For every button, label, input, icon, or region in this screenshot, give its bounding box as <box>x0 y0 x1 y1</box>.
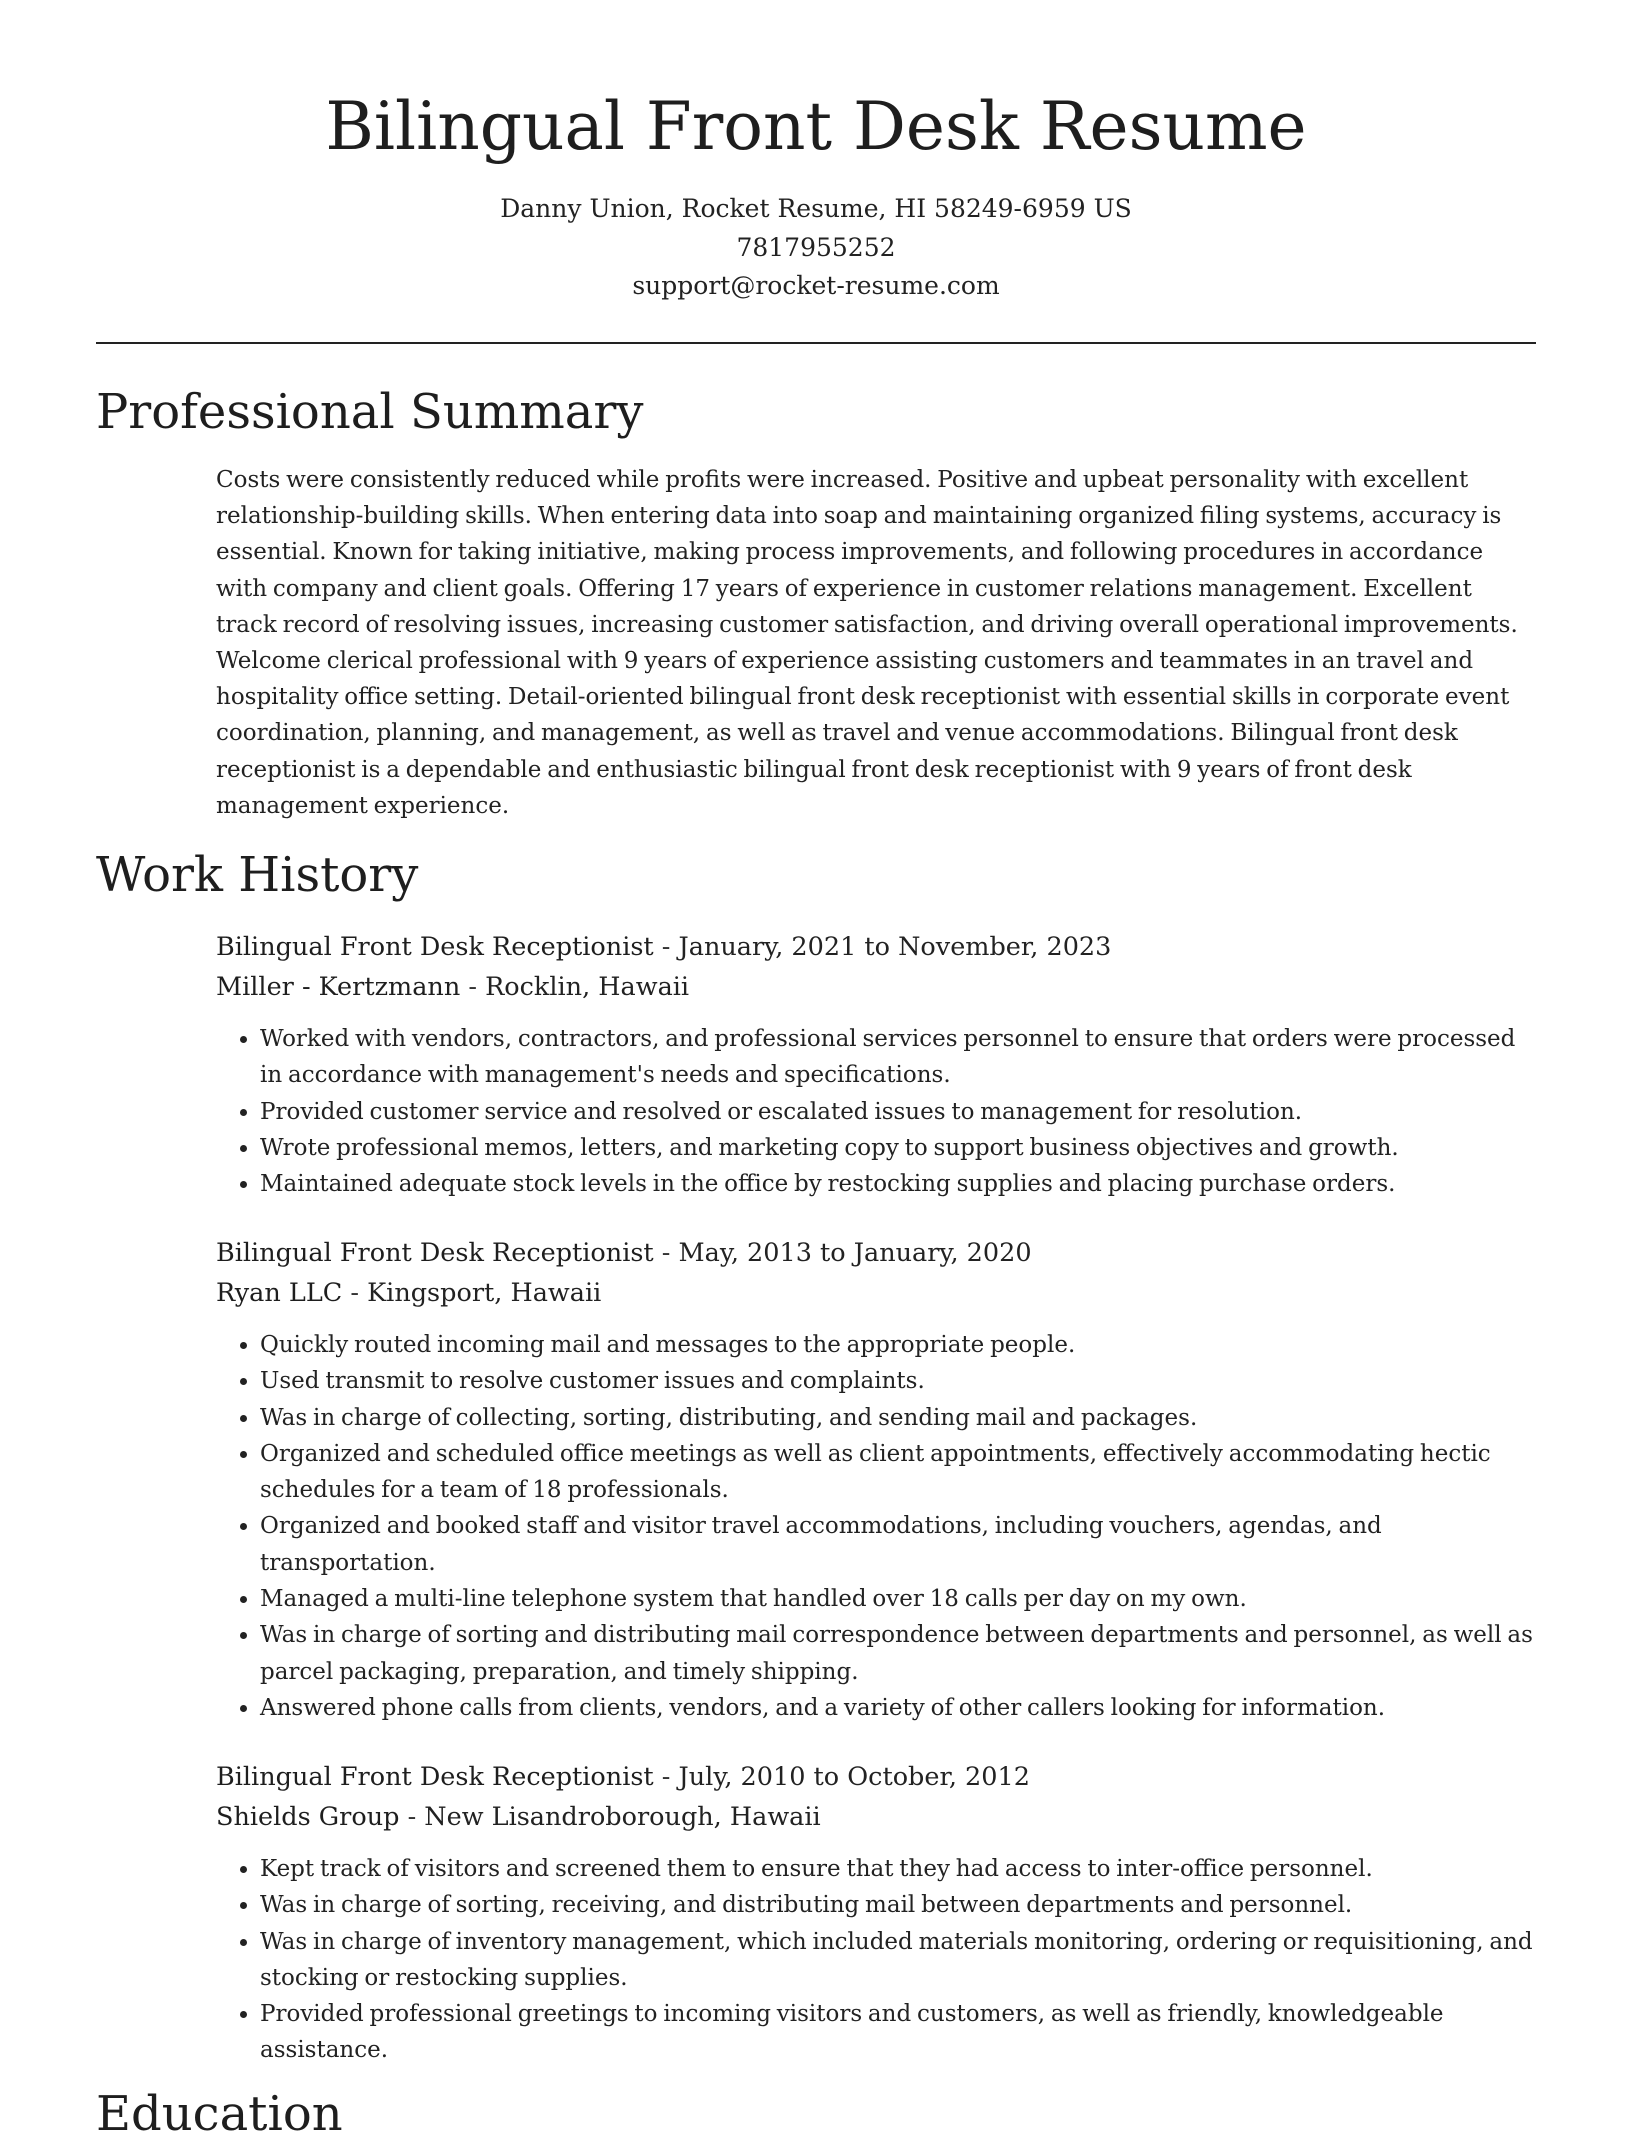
duty-item: • Managed a multi-line telephone system that handled over 18 calls per day on my own. <box>260 1581 1536 1617</box>
job-title: Bilingual Front Desk Receptionist <box>216 1762 654 1792</box>
education-heading: Education <box>96 2086 343 2142</box>
job-dates: May, 2013 to January, 2020 <box>678 1238 1032 1268</box>
duty-item: • Answered phone calls from clients, vendors, and a variety of other callers looking for information. <box>260 1690 1536 1726</box>
contact-email: support@rocket-resume.com <box>632 271 1000 300</box>
contact-block <box>96 190 1536 306</box>
duty-item: • Was in charge of inventory management, which included materials monitoring, ordering or requisitioning, and stocking or restocking supplies. <box>260 1924 1536 1997</box>
job-location: Kingsport, Hawaii <box>367 1277 602 1308</box>
job-title-line <box>216 1234 1536 1274</box>
duty-list <box>216 1021 1536 1202</box>
job-employer-line <box>216 1274 1536 1314</box>
duty-item: • Provided professional greetings to incoming visitors and customers, as well as friendly, knowledgeable assistance. <box>260 1996 1536 2069</box>
job-entry <box>216 1234 1536 1726</box>
duty-item: • Was in charge of collecting, sorting, distributing, and sending mail and packages. <box>260 1400 1536 1436</box>
duty-item: • Worked with vendors, contractors, and professional services personnel to ensure that orders were processed in accordance with management's needs and specifications. <box>260 1021 1536 1094</box>
separator: - <box>653 932 679 962</box>
resume-title: Bilingual Front Desk Resume <box>325 88 1307 165</box>
education-heading-container <box>96 2082 343 2142</box>
separator: - <box>399 1801 425 1832</box>
duty-item: • Was in charge of sorting, receiving, and distributing mail between departments and personnel. <box>260 1887 1536 1923</box>
job-employer: Ryan LLC <box>216 1277 343 1308</box>
separator: - <box>342 1277 368 1308</box>
summary-text: Costs were consistently reduced while profits were increased. Positive and upbeat personality with excellent relationship-building skills. When entering data into soap and maintaining organized filing systems, accuracy is essential. Known for taking initiative, making process improvements, and following procedures in accordance with company and client goals. Offering 17 years of experience in customer relations management. Excellent track record of resolving issues, increasing customer satisfaction, and driving overall operational improvements. Welcome clerical professional with 9 years of experience assisting customers and teammates in an travel and hospitality office setting. Detail-oriented bilingual front desk receptionist with essential skills in corporate event coordination, planning, and management, as well as travel and venue accommodations. Bilingual front desk receptionist is a dependable and enthusiastic bilingual front desk receptionist with 9 years of front desk management experience. <box>216 467 1518 819</box>
job-location: Rocklin, Hawaii <box>485 971 690 1002</box>
job-title: Bilingual Front Desk Receptionist <box>216 932 654 962</box>
resume-page <box>96 0 1536 2142</box>
duty-item: • Organized and scheduled office meetings as well as client appointments, effectively accommodating hectic schedules for a team of 18 professionals. <box>260 1436 1536 1509</box>
job-entry <box>216 928 1536 1202</box>
separator: - <box>460 971 486 1002</box>
duty-item: • Kept track of visitors and screened them to ensure that they had access to inter-office personnel. <box>260 1851 1536 1887</box>
job-title-line <box>216 1758 1536 1798</box>
contact-phone: 7817955252 <box>736 232 896 262</box>
separator: - <box>653 1762 679 1792</box>
job-employer: Miller - Kertzmann <box>216 971 461 1002</box>
duty-item: • Wrote professional memos, letters, and marketing copy to support business objectives and growth. <box>260 1130 1536 1166</box>
job-employer-line <box>216 968 1536 1008</box>
separator: - <box>653 1238 679 1268</box>
duty-item: • Quickly routed incoming mail and messages to the appropriate people. <box>260 1327 1536 1363</box>
duty-item: • Maintained adequate stock levels in the office by restocking supplies and placing purchase orders. <box>260 1166 1536 1202</box>
summary-heading: Professional Summary <box>96 384 644 440</box>
job-dates: January, 2021 to November, 2023 <box>678 932 1112 962</box>
work-history-heading: Work History <box>96 847 419 903</box>
duty-item: • Provided customer service and resolved or escalated issues to management for resolution. <box>260 1094 1536 1130</box>
duty-item: • Used transmit to resolve customer issues and complaints. <box>260 1363 1536 1399</box>
duty-list <box>216 1327 1536 1726</box>
contact-address: Danny Union, Rocket Resume, HI 58249-6959 US <box>500 194 1132 223</box>
duty-item: • Organized and booked staff and visitor travel accommodations, including vouchers, agendas, and transportation. <box>260 1508 1536 1581</box>
job-employer: Shields Group <box>216 1801 400 1832</box>
job-title: Bilingual Front Desk Receptionist <box>216 1238 654 1268</box>
job-dates: July, 2010 to October, 2012 <box>678 1762 1030 1792</box>
duty-list <box>216 1851 1536 2069</box>
job-employer-line <box>216 1798 1536 1838</box>
job-entry <box>216 1758 1536 2069</box>
job-title-line <box>216 928 1536 968</box>
header-divider <box>96 342 1536 344</box>
job-location: New Lisandroborough, Hawaii <box>424 1801 821 1832</box>
duty-item: • Was in charge of sorting and distributing mail correspondence between departments and personnel, as well as parcel packaging, preparation, and timely shipping. <box>260 1617 1536 1690</box>
